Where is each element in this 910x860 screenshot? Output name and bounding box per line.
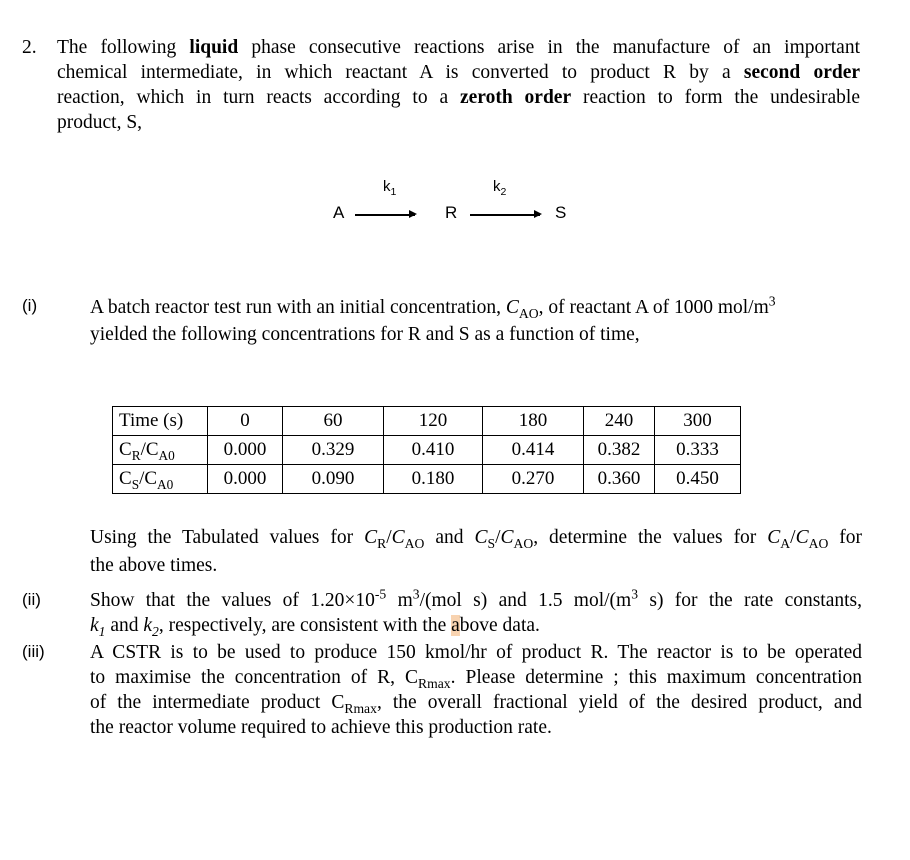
- table-cell: 60: [283, 407, 384, 436]
- arrow-k1: [355, 214, 415, 216]
- text-highlight: a: [451, 615, 460, 636]
- concentration-table: [112, 406, 741, 494]
- table-cell: 0.333: [655, 436, 741, 465]
- table-header: Time (s): [113, 407, 208, 436]
- part-ii-line-2: $k_1$ and $k_2$, respectively, are consistent with the above data.: [90, 615, 540, 639]
- table-cell: 0: [208, 407, 283, 436]
- table-cell: 180: [483, 407, 584, 436]
- table-cell: 0.000: [208, 465, 283, 494]
- table-cell: 0.090: [283, 465, 384, 494]
- arrow-k2: [470, 214, 540, 216]
- part-iii-line-2: to maximise the concentration of R, $C_{Rmax}$. Please determine ; this maximum concentration: [90, 667, 862, 691]
- table-row-cr: [113, 436, 741, 465]
- part-i-label: (i): [22, 296, 38, 315]
- rate-k1: $k_1$: [383, 178, 397, 198]
- table-cell: 0.414: [483, 436, 584, 465]
- rate-k2: $k_2$: [493, 178, 507, 198]
- table-row-cs: [113, 465, 741, 494]
- table-cell: 0.450: [655, 465, 741, 494]
- question-number: 2.: [22, 37, 37, 58]
- table-cell: 0.180: [384, 465, 483, 494]
- table-cell: 300: [655, 407, 741, 436]
- intro-line-3: reaction, which in turn reacts according to a zeroth order reaction to form the undesirable: [57, 87, 860, 108]
- table-cell: 0.360: [584, 465, 655, 494]
- table-cell: 0.410: [384, 436, 483, 465]
- table-cell: 0.382: [584, 436, 655, 465]
- intro-line-4: product, S,: [57, 112, 143, 133]
- part-i-line-2: yielded the following concentrations for R and S as a function of time,: [90, 324, 640, 345]
- using-line-1: Using the Tabulated values for $C_R/C_{AO}$ and $C_S/C_{AO}$, determine the values for $C_A/C_{AO}$ for: [90, 527, 863, 551]
- part-ii-line-1: Show that the values of $1.20\times 10^{-5}$ $m^3/(mol$ s) and 1.5 mol/($m^3$ s) for the rate constants,: [90, 586, 863, 611]
- part-iii-label: (iii): [22, 642, 45, 661]
- part-ii-label: (ii): [22, 590, 41, 609]
- intro-line-1: The following liquid phase consecutive reactions arise in the manufacture of an important: [57, 37, 860, 58]
- part-iii-line-4: the reactor volume required to achieve this production rate.: [90, 717, 552, 738]
- part-iii-line-1: A CSTR is to be used to produce 150 kmol/hr of product R. The reactor is to be operated: [90, 642, 862, 663]
- row-label-cs: $C_S/C_{A0}$: [113, 465, 208, 494]
- table-cell: 0.000: [208, 436, 283, 465]
- table-row-time: [113, 407, 741, 436]
- table-cell: 120: [384, 407, 483, 436]
- intro-line-2: chemical intermediate, in which reactant A is converted to product R by a second order: [57, 62, 860, 83]
- part-i-line-1: A batch reactor test run with an initial concentration, $C_{AO}$, of reactant A of 1000 mol/$m^3$: [90, 293, 776, 321]
- species-s: S: [555, 203, 567, 222]
- species-a: A: [333, 203, 345, 222]
- table-cell: 240: [584, 407, 655, 436]
- part-iii-line-3: of the intermediate product $C_{Rmax}$, the overall fractional yield of the desired product, and: [90, 692, 862, 716]
- row-label-cr: $C_R/C_{A0}$: [113, 436, 208, 465]
- using-line-2: the above times.: [90, 555, 218, 576]
- species-r: R: [445, 203, 458, 222]
- table-cell: 0.329: [283, 436, 384, 465]
- table-cell: 0.270: [483, 465, 584, 494]
